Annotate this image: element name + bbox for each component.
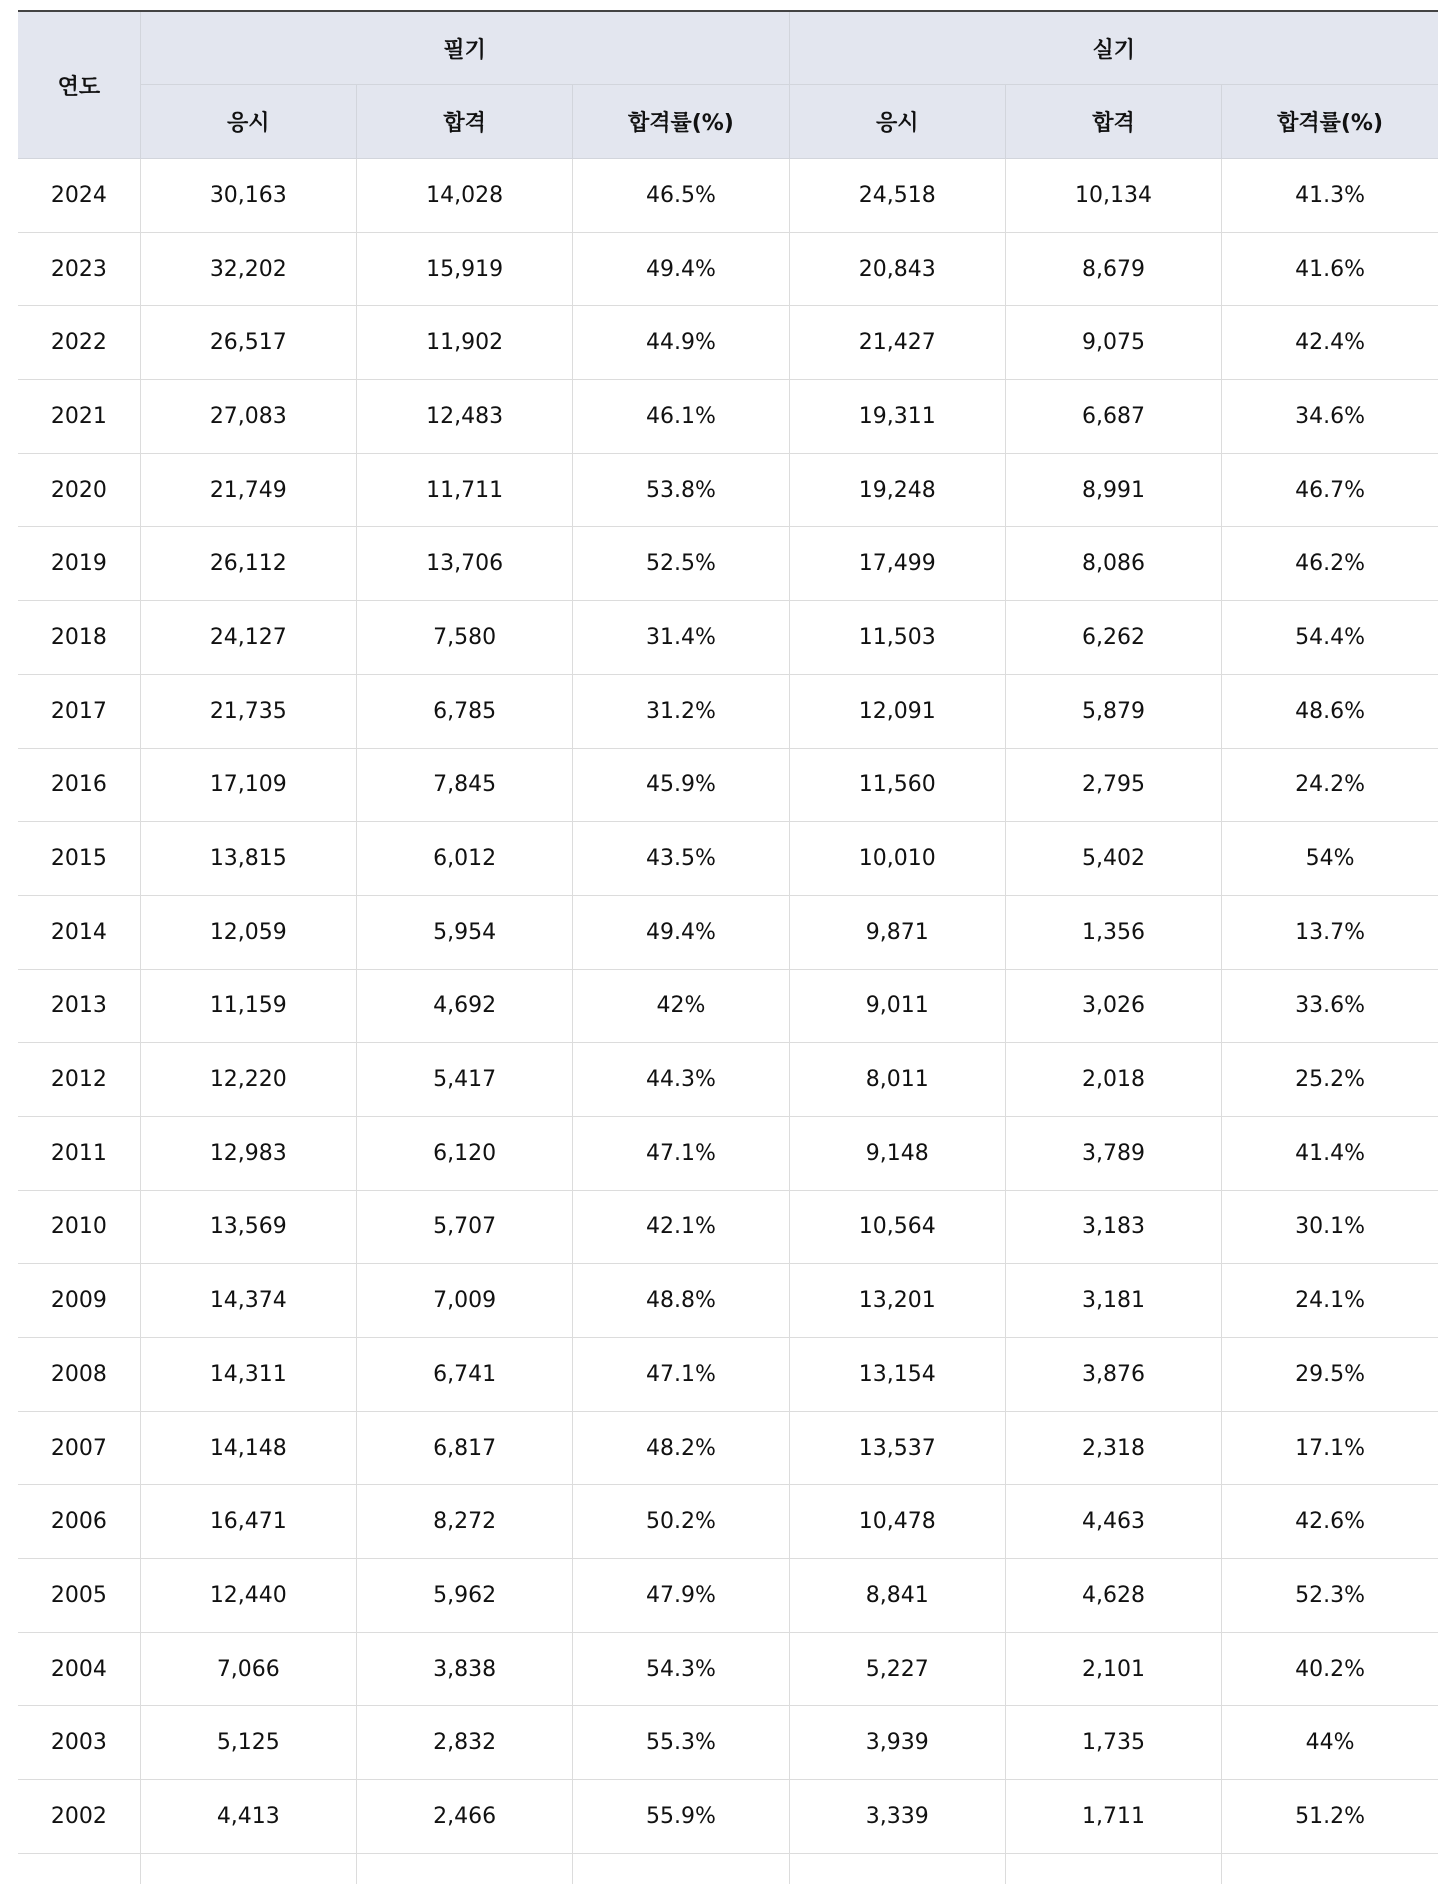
cell-written-pass-rate: 47.1%	[573, 1338, 789, 1412]
cell-practical-pass-rate: 17.1%	[1222, 1411, 1438, 1485]
cell-year: 2023	[18, 232, 140, 306]
cell-written-pass-rate: 47.1%	[573, 1116, 789, 1190]
cell-practical-applicants: 13,154	[789, 1338, 1005, 1412]
cell-practical-applicants: 9,148	[789, 1116, 1005, 1190]
cell-year: 2007	[18, 1411, 140, 1485]
cell-written-applicants: 14,374	[140, 1264, 356, 1338]
table-row	[18, 306, 1438, 380]
cell-practical-passed: 1,735	[1005, 1706, 1221, 1780]
empty-cell	[573, 1853, 789, 1884]
cell-written-pass-rate: 31.4%	[573, 601, 789, 675]
table-row	[18, 159, 1438, 233]
cell-practical-passed: 8,991	[1005, 453, 1221, 527]
table-header	[18, 11, 1438, 159]
cell-practical-applicants: 11,503	[789, 601, 1005, 675]
table-row-cut-off	[18, 1853, 1438, 1884]
cell-practical-pass-rate: 42.6%	[1222, 1485, 1438, 1559]
cell-practical-pass-rate: 46.7%	[1222, 453, 1438, 527]
cell-written-passed: 11,711	[356, 453, 572, 527]
cell-written-pass-rate: 46.1%	[573, 380, 789, 454]
cell-practical-pass-rate: 44%	[1222, 1706, 1438, 1780]
cell-year: 2012	[18, 1043, 140, 1117]
header-practical-pass-rate: 합격률(%)	[1222, 85, 1438, 159]
cell-written-applicants: 12,220	[140, 1043, 356, 1117]
cell-practical-passed: 9,075	[1005, 306, 1221, 380]
cell-written-pass-rate: 47.9%	[573, 1559, 789, 1633]
cell-year: 2017	[18, 674, 140, 748]
empty-cell	[1005, 1853, 1221, 1884]
cell-written-passed: 6,741	[356, 1338, 572, 1412]
cell-written-pass-rate: 48.2%	[573, 1411, 789, 1485]
cell-written-passed: 5,417	[356, 1043, 572, 1117]
cell-practical-pass-rate: 34.6%	[1222, 380, 1438, 454]
cell-written-applicants: 12,440	[140, 1559, 356, 1633]
cell-year: 2009	[18, 1264, 140, 1338]
header-row-sub	[18, 85, 1438, 159]
cell-written-passed: 5,707	[356, 1190, 572, 1264]
cell-practical-pass-rate: 25.2%	[1222, 1043, 1438, 1117]
cell-year: 2003	[18, 1706, 140, 1780]
cell-year: 2011	[18, 1116, 140, 1190]
table-row	[18, 895, 1438, 969]
cell-practical-pass-rate: 41.6%	[1222, 232, 1438, 306]
exam-statistics-table	[18, 10, 1438, 1884]
cell-practical-pass-rate: 52.3%	[1222, 1559, 1438, 1633]
cell-year: 2018	[18, 601, 140, 675]
cell-practical-applicants: 19,248	[789, 453, 1005, 527]
table-row	[18, 1043, 1438, 1117]
cell-practical-passed: 3,181	[1005, 1264, 1221, 1338]
cell-practical-passed: 6,687	[1005, 380, 1221, 454]
cell-practical-applicants: 24,518	[789, 159, 1005, 233]
table-row	[18, 527, 1438, 601]
stats-table-container	[18, 10, 1438, 1884]
cell-written-pass-rate: 49.4%	[573, 232, 789, 306]
empty-cell	[18, 1853, 140, 1884]
cell-practical-applicants: 3,939	[789, 1706, 1005, 1780]
cell-practical-pass-rate: 24.2%	[1222, 748, 1438, 822]
cell-year: 2010	[18, 1190, 140, 1264]
cell-year: 2008	[18, 1338, 140, 1412]
cell-year: 2022	[18, 306, 140, 380]
cell-practical-applicants: 11,560	[789, 748, 1005, 822]
empty-cell	[789, 1853, 1005, 1884]
cell-practical-applicants: 9,871	[789, 895, 1005, 969]
cell-written-passed: 6,785	[356, 674, 572, 748]
cell-practical-pass-rate: 29.5%	[1222, 1338, 1438, 1412]
cell-practical-passed: 4,628	[1005, 1559, 1221, 1633]
cell-practical-applicants: 10,564	[789, 1190, 1005, 1264]
cell-written-applicants: 5,125	[140, 1706, 356, 1780]
cell-practical-applicants: 17,499	[789, 527, 1005, 601]
cell-practical-applicants: 13,537	[789, 1411, 1005, 1485]
cell-practical-applicants: 12,091	[789, 674, 1005, 748]
table-row	[18, 1411, 1438, 1485]
cell-written-applicants: 21,749	[140, 453, 356, 527]
cell-written-applicants: 14,148	[140, 1411, 356, 1485]
cell-written-pass-rate: 44.3%	[573, 1043, 789, 1117]
cell-year: 2014	[18, 895, 140, 969]
cell-practical-applicants: 9,011	[789, 969, 1005, 1043]
table-row	[18, 453, 1438, 527]
cell-written-applicants: 30,163	[140, 159, 356, 233]
table-row	[18, 1706, 1438, 1780]
cell-written-passed: 13,706	[356, 527, 572, 601]
cell-practical-passed: 3,183	[1005, 1190, 1221, 1264]
cell-written-passed: 15,919	[356, 232, 572, 306]
cell-practical-passed: 5,879	[1005, 674, 1221, 748]
cell-practical-pass-rate: 30.1%	[1222, 1190, 1438, 1264]
cell-year: 2024	[18, 159, 140, 233]
cell-written-passed: 11,902	[356, 306, 572, 380]
cell-written-passed: 2,832	[356, 1706, 572, 1780]
cell-practical-pass-rate: 54%	[1222, 822, 1438, 896]
empty-cell	[140, 1853, 356, 1884]
cell-written-applicants: 7,066	[140, 1632, 356, 1706]
cell-written-pass-rate: 44.9%	[573, 306, 789, 380]
cell-written-pass-rate: 43.5%	[573, 822, 789, 896]
cell-year: 2020	[18, 453, 140, 527]
cell-written-pass-rate: 42.1%	[573, 1190, 789, 1264]
table-row	[18, 822, 1438, 896]
cell-written-pass-rate: 55.9%	[573, 1780, 789, 1854]
table-row	[18, 601, 1438, 675]
cell-practical-pass-rate: 40.2%	[1222, 1632, 1438, 1706]
header-written-passed: 합격	[356, 85, 572, 159]
header-written-pass-rate: 합격률(%)	[573, 85, 789, 159]
cell-practical-pass-rate: 41.3%	[1222, 159, 1438, 233]
cell-written-passed: 8,272	[356, 1485, 572, 1559]
cell-written-applicants: 14,311	[140, 1338, 356, 1412]
cell-practical-applicants: 13,201	[789, 1264, 1005, 1338]
cell-practical-pass-rate: 24.1%	[1222, 1264, 1438, 1338]
cell-practical-passed: 4,463	[1005, 1485, 1221, 1559]
cell-written-passed: 7,009	[356, 1264, 572, 1338]
table-row	[18, 1485, 1438, 1559]
cell-written-applicants: 11,159	[140, 969, 356, 1043]
cell-written-passed: 3,838	[356, 1632, 572, 1706]
cell-written-applicants: 21,735	[140, 674, 356, 748]
table-row	[18, 232, 1438, 306]
cell-written-applicants: 12,059	[140, 895, 356, 969]
cell-practical-passed: 3,789	[1005, 1116, 1221, 1190]
empty-cell	[1222, 1853, 1438, 1884]
cell-year: 2004	[18, 1632, 140, 1706]
cell-practical-passed: 8,086	[1005, 527, 1221, 601]
cell-written-applicants: 12,983	[140, 1116, 356, 1190]
cell-practical-pass-rate: 48.6%	[1222, 674, 1438, 748]
cell-written-passed: 4,692	[356, 969, 572, 1043]
cell-written-passed: 6,012	[356, 822, 572, 896]
cell-written-pass-rate: 55.3%	[573, 1706, 789, 1780]
cell-written-applicants: 17,109	[140, 748, 356, 822]
cell-practical-passed: 6,262	[1005, 601, 1221, 675]
cell-practical-pass-rate: 42.4%	[1222, 306, 1438, 380]
table-row	[18, 674, 1438, 748]
cell-practical-pass-rate: 33.6%	[1222, 969, 1438, 1043]
cell-written-passed: 2,466	[356, 1780, 572, 1854]
cell-year: 2006	[18, 1485, 140, 1559]
table-row	[18, 969, 1438, 1043]
cell-practical-applicants: 10,478	[789, 1485, 1005, 1559]
cell-practical-pass-rate: 54.4%	[1222, 601, 1438, 675]
cell-written-applicants: 16,471	[140, 1485, 356, 1559]
cell-year: 2002	[18, 1780, 140, 1854]
table-row	[18, 1190, 1438, 1264]
header-practical: 실기	[789, 11, 1438, 85]
cell-practical-passed: 2,318	[1005, 1411, 1221, 1485]
cell-practical-applicants: 10,010	[789, 822, 1005, 896]
cell-written-applicants: 26,112	[140, 527, 356, 601]
header-year: 연도	[18, 11, 140, 159]
cell-written-pass-rate: 46.5%	[573, 159, 789, 233]
cell-written-pass-rate: 31.2%	[573, 674, 789, 748]
cell-practical-passed: 5,402	[1005, 822, 1221, 896]
cell-practical-passed: 3,876	[1005, 1338, 1221, 1412]
table-row	[18, 1264, 1438, 1338]
cell-written-applicants: 24,127	[140, 601, 356, 675]
cell-written-pass-rate: 48.8%	[573, 1264, 789, 1338]
table-body	[18, 159, 1438, 1884]
cell-year: 2016	[18, 748, 140, 822]
cell-practical-passed: 8,679	[1005, 232, 1221, 306]
cell-written-pass-rate: 45.9%	[573, 748, 789, 822]
cell-practical-applicants: 5,227	[789, 1632, 1005, 1706]
cell-written-passed: 7,580	[356, 601, 572, 675]
cell-written-applicants: 26,517	[140, 306, 356, 380]
cell-year: 2013	[18, 969, 140, 1043]
cell-written-pass-rate: 53.8%	[573, 453, 789, 527]
table-row	[18, 1338, 1438, 1412]
cell-written-pass-rate: 49.4%	[573, 895, 789, 969]
cell-written-passed: 7,845	[356, 748, 572, 822]
table-row	[18, 1116, 1438, 1190]
cell-practical-applicants: 3,339	[789, 1780, 1005, 1854]
cell-year: 2005	[18, 1559, 140, 1633]
cell-written-applicants: 13,569	[140, 1190, 356, 1264]
cell-practical-pass-rate: 46.2%	[1222, 527, 1438, 601]
cell-practical-applicants: 8,841	[789, 1559, 1005, 1633]
table-row	[18, 380, 1438, 454]
cell-written-passed: 5,954	[356, 895, 572, 969]
cell-written-passed: 6,120	[356, 1116, 572, 1190]
table-row	[18, 1780, 1438, 1854]
cell-written-pass-rate: 52.5%	[573, 527, 789, 601]
cell-written-applicants: 32,202	[140, 232, 356, 306]
table-row	[18, 1632, 1438, 1706]
cell-practical-applicants: 8,011	[789, 1043, 1005, 1117]
cell-year: 2019	[18, 527, 140, 601]
cell-practical-applicants: 21,427	[789, 306, 1005, 380]
cell-written-applicants: 13,815	[140, 822, 356, 896]
cell-practical-applicants: 20,843	[789, 232, 1005, 306]
header-practical-passed: 합격	[1005, 85, 1221, 159]
cell-practical-passed: 2,795	[1005, 748, 1221, 822]
table-row	[18, 1559, 1438, 1633]
cell-written-pass-rate: 54.3%	[573, 1632, 789, 1706]
cell-practical-passed: 3,026	[1005, 969, 1221, 1043]
cell-practical-pass-rate: 51.2%	[1222, 1780, 1438, 1854]
cell-practical-passed: 2,018	[1005, 1043, 1221, 1117]
empty-cell	[356, 1853, 572, 1884]
cell-practical-pass-rate: 41.4%	[1222, 1116, 1438, 1190]
cell-practical-passed: 1,356	[1005, 895, 1221, 969]
cell-written-passed: 14,028	[356, 159, 572, 233]
cell-year: 2021	[18, 380, 140, 454]
cell-year: 2015	[18, 822, 140, 896]
header-written: 필기	[140, 11, 789, 85]
cell-written-pass-rate: 50.2%	[573, 1485, 789, 1559]
cell-written-passed: 12,483	[356, 380, 572, 454]
cell-practical-passed: 1,711	[1005, 1780, 1221, 1854]
header-practical-applicants: 응시	[789, 85, 1005, 159]
header-written-applicants: 응시	[140, 85, 356, 159]
header-row-top	[18, 11, 1438, 85]
table-row	[18, 748, 1438, 822]
cell-written-applicants: 27,083	[140, 380, 356, 454]
cell-practical-pass-rate: 13.7%	[1222, 895, 1438, 969]
cell-written-passed: 6,817	[356, 1411, 572, 1485]
cell-practical-applicants: 19,311	[789, 380, 1005, 454]
cell-practical-passed: 10,134	[1005, 159, 1221, 233]
cell-written-pass-rate: 42%	[573, 969, 789, 1043]
cell-written-passed: 5,962	[356, 1559, 572, 1633]
cell-practical-passed: 2,101	[1005, 1632, 1221, 1706]
cell-written-applicants: 4,413	[140, 1780, 356, 1854]
